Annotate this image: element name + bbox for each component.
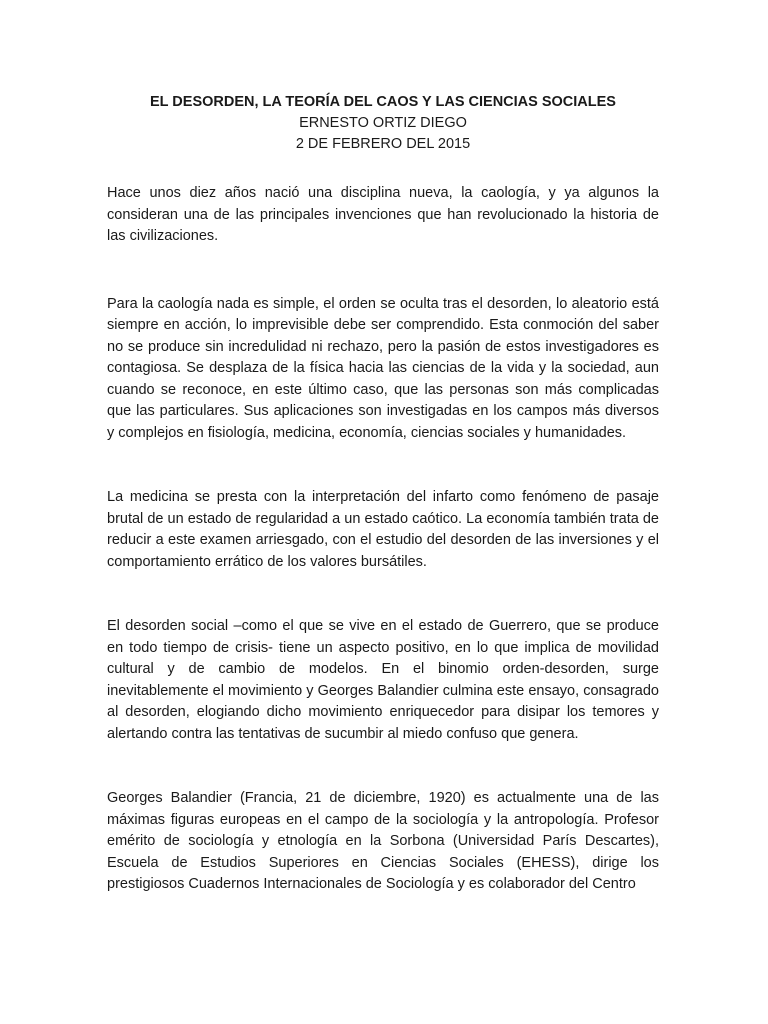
paragraph: Para la caología nada es simple, el orden se oculta tras el desorden, lo aleatorio está siempre en acción, lo imprevisible debe ser comprendido. Esta conmoción del saber no se produce sin incredulidad ni rechazo, pero la pasión de estos investigadores es contagiosa. Se desplaza de la física hacia las ciencias de la vida y la sociedad, aun cuando se reconoce, en este último caso, que las personas son más complicadas que las particulares. Sus aplicaciones son investigadas en los campos más diversos y complejos en fisiología, medicina, economía, ciencias sociales y humanidades. bbox=[107, 295, 659, 441]
paragraph: Hace unos diez años nació una disciplina nueva, la caología, y ya algunos la consideran una de las principales invenciones que han revolucionado la historia de las civilizaciones. bbox=[107, 185, 659, 244]
document-page bbox=[107, 92, 659, 896]
paragraph: La medicina se presta con la interpretación del infarto como fenómeno de pasaje brutal de un estado de regularidad a un estado caótico. La economía también trata de reducir a este examen arriesgado, con el estudio del desorden de las inversiones y el comportamiento errático de los valores bursátiles. bbox=[107, 489, 659, 570]
document-header bbox=[107, 92, 659, 155]
document-title: EL DESORDEN, LA TEORÍA DEL CAOS Y LAS CIENCIAS SOCIALES bbox=[150, 94, 616, 110]
document-author: ERNESTO ORTIZ DIEGO bbox=[299, 115, 467, 131]
document-date: 2 DE FEBRERO DEL 2015 bbox=[295, 136, 471, 152]
paragraph: Georges Balandier (Francia, 21 de diciembre, 1920) es actualmente una de las máximas figuras europeas en el campo de la sociología y la antropología. Profesor emérito de sociología y etnología en la Sorbona (Universidad París Descartes), Escuela de Estudios Superiores en Ciencias Sociales (EHESS), dirige los prestigiosos Cuadernos Internacionales de Sociología y es colaborador del Centro bbox=[107, 790, 659, 892]
paragraph: El desorden social –como el que se vive en el estado de Guerrero, que se produce en todo tiempo de crisis- tiene un aspecto positivo, en lo que implica de movilidad cultural y de cambio de modelos. En el binomio orden-desorden, surge inevitablemente el movimiento y Georges Balandier culmina este ensayo, consagrado al desorden, elogiando dicho movimiento enriquecedor para disipar los temores y alertando contra las tentativas de sucumbir al miedo confuso que genera. bbox=[107, 618, 659, 742]
